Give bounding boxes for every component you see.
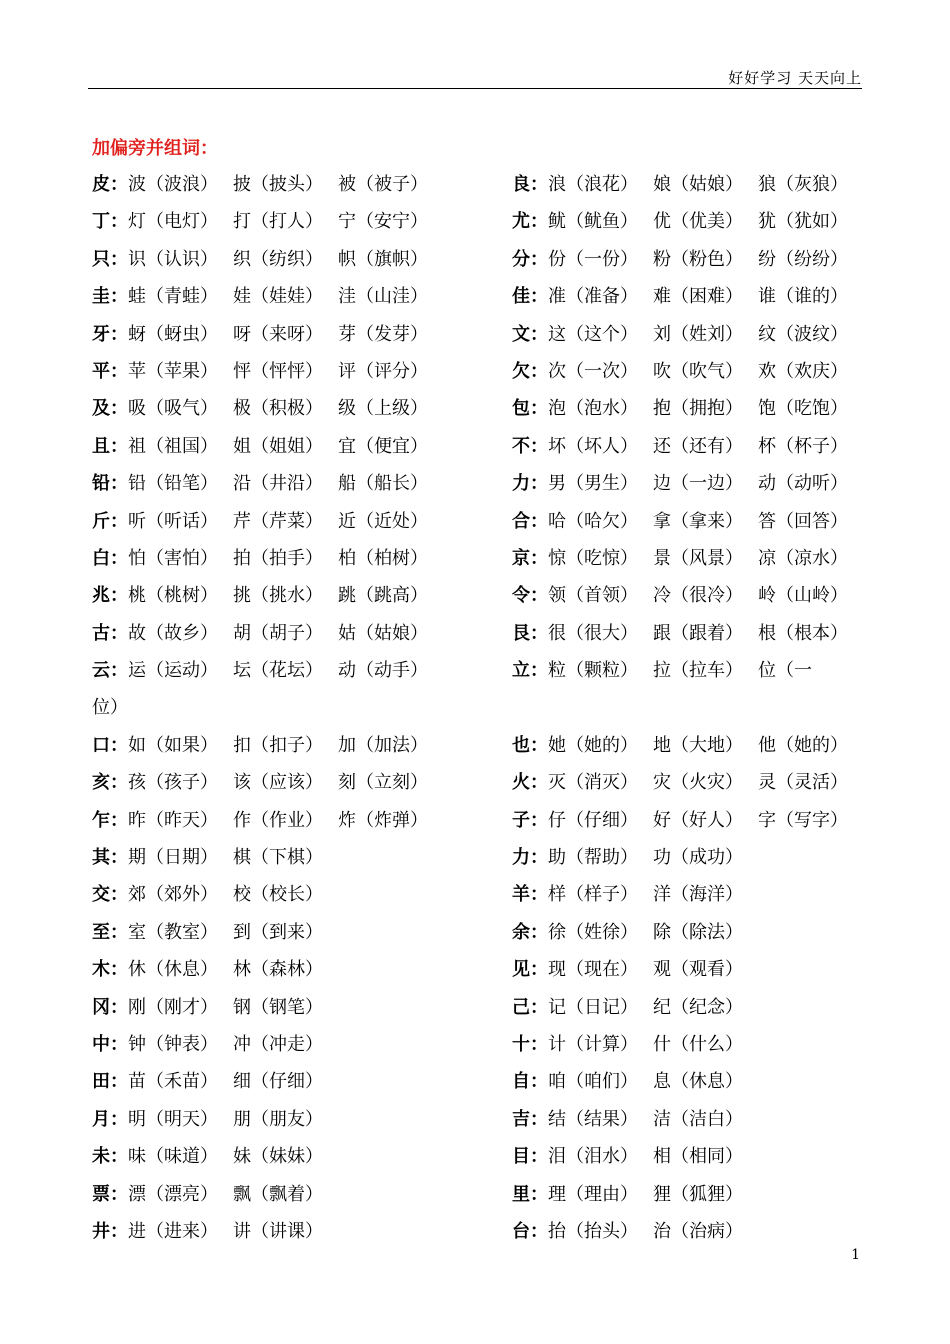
entry-row (92, 1026, 492, 1063)
word-pair: 助（帮助） (548, 847, 638, 869)
word-pair: 除（除法） (653, 921, 743, 943)
entry-row (92, 241, 492, 278)
entry-row (92, 1176, 492, 1213)
word-pair: 讲（讲课） (233, 1220, 323, 1242)
word-pair: 这（这个） (548, 323, 638, 345)
entry-row (512, 316, 862, 353)
radical-head: 艮： (512, 622, 548, 644)
radical-head: 古： (92, 622, 128, 644)
word-pair: 刻（立刻） (338, 772, 428, 794)
word-pair: 边（一边） (653, 473, 743, 495)
radical-head: 目： (512, 1146, 548, 1168)
word-pair: 饱（吃饱） (758, 398, 848, 420)
entry-row (512, 802, 862, 839)
entry-row (512, 390, 862, 427)
word-pair: 狼（灰狼） (758, 174, 848, 195)
radical-head: 火： (512, 772, 548, 794)
word-pair: 姑（姑娘） (338, 622, 428, 644)
entry-row (512, 914, 862, 951)
entry-row (512, 278, 862, 315)
word-pair: 芹（芹菜） (233, 510, 323, 532)
word-pair: 冲（冲走） (233, 1033, 323, 1055)
word-pair: 次（一次） (548, 360, 638, 382)
entry-row (92, 540, 492, 577)
word-pair: 校（校长） (233, 884, 323, 906)
radical-head: 余： (512, 921, 548, 943)
radical-head: 也： (512, 734, 548, 756)
entry-row (512, 727, 862, 764)
entry-row (512, 241, 862, 278)
word-pair: 狸（狐狸） (653, 1183, 743, 1205)
word-pair: 识（认识） (128, 248, 218, 270)
word-pair: 孩（孩子） (128, 772, 218, 794)
word-pair: 哈（哈欠） (548, 510, 638, 532)
radical-head: 及： (92, 398, 128, 420)
word-pair: 答（回答） (758, 510, 848, 532)
header-rule (88, 88, 862, 89)
word-pair: 波（波浪） (128, 174, 218, 195)
word-pair: 帜（旗帜） (338, 248, 428, 270)
word-pair: 坏（坏人） (548, 435, 638, 457)
word-pair: 娃（娃娃） (233, 286, 323, 308)
word-pair: 谁（谁的） (758, 286, 848, 308)
radical-head: 口： (92, 734, 128, 756)
word-pair: 铅（铅笔） (128, 473, 218, 495)
word-pair: 评（评分） (338, 360, 428, 382)
radical-head: 交： (92, 884, 128, 906)
word-pair: 柏（柏树） (338, 547, 428, 569)
radical-head: 圭： (92, 286, 128, 308)
word-pair: 室（教室） (128, 921, 218, 943)
word-pair: 洼（山洼） (338, 286, 428, 308)
word-pair: 惊（吃惊） (548, 547, 638, 569)
entry-row (512, 764, 862, 801)
radical-head: 令： (512, 585, 548, 607)
radical-head: 井： (92, 1220, 128, 1242)
word-pair: 故（故乡） (128, 622, 218, 644)
word-pair: 纹（波纹） (758, 323, 848, 345)
word-pair: 该（应该） (233, 772, 323, 794)
word-pair: 运（运动） (128, 660, 218, 682)
entry-row (92, 839, 492, 876)
word-pair: 相（相同） (653, 1146, 743, 1168)
radical-head: 立： (512, 660, 548, 682)
entry-row (92, 316, 492, 353)
word-pair: 细（仔细） (233, 1071, 323, 1093)
word-pair: 难（困难） (653, 286, 743, 308)
word-pair: 桃（桃树） (128, 585, 218, 607)
radical-head: 己： (512, 996, 548, 1018)
entry-row (92, 1213, 492, 1250)
word-pair: 朋（朋友） (233, 1108, 323, 1130)
radical-head: 台： (512, 1220, 548, 1242)
entry-row (512, 989, 862, 1026)
word-pair: 怕（害怕） (128, 547, 218, 569)
radical-head: 只： (92, 248, 128, 270)
radical-head: 月： (92, 1108, 128, 1130)
radical-head: 且： (92, 435, 128, 457)
word-pair: 昨（昨天） (128, 809, 218, 831)
word-pair: 如（如果） (128, 734, 218, 756)
word-pair: 很（很大） (548, 622, 638, 644)
word-pair: 芽（发芽） (338, 323, 428, 345)
word-pair: 他（她的） (758, 734, 848, 756)
radical-head: 牙： (92, 323, 128, 345)
word-pair: 字（写字） (758, 809, 848, 831)
word-pair: 杯（杯子） (758, 435, 848, 457)
word-pair: 妹（妹妹） (233, 1146, 323, 1168)
word-pair: 祖（祖国） (128, 435, 218, 457)
word-pair: 准（准备） (548, 286, 638, 308)
radical-head: 木： (92, 959, 128, 981)
entry-row (92, 802, 492, 839)
word-pair: 被（被子） (338, 174, 428, 195)
entry-row (92, 652, 492, 689)
word-pair: 怦（怦怦） (233, 360, 323, 382)
word-pair: 作（作业） (233, 809, 323, 831)
word-pair: 打（打人） (233, 211, 323, 233)
radical-head: 不： (512, 435, 548, 457)
word-pair: 记（日记） (548, 996, 638, 1018)
radical-head: 见： (512, 959, 548, 981)
radical-head: 包： (512, 398, 548, 420)
radical-head: 合： (512, 510, 548, 532)
left-column (92, 166, 492, 1250)
word-pair: 功（成功） (653, 847, 743, 869)
radical-head: 羊： (512, 884, 548, 906)
word-pair: 休（休息） (128, 959, 218, 981)
entry-row (512, 203, 862, 240)
word-pair: 息（休息） (653, 1071, 743, 1093)
word-pair: 泡（泡水） (548, 398, 638, 420)
word-pair: 蚜（蚜虫） (128, 323, 218, 345)
word-pair: 拍（拍手） (233, 547, 323, 569)
word-pair: 浪（浪花） (548, 174, 638, 195)
radical-head: 乍： (92, 809, 128, 831)
right-column (512, 166, 862, 1250)
word-pair: 动（动手） (338, 660, 428, 682)
word-pair: 跳（跳高） (338, 585, 428, 607)
word-pair: 徐（姓徐） (548, 921, 638, 943)
entry-row (512, 615, 862, 652)
entry-row (512, 652, 862, 689)
word-pair: 拉（拉车） (653, 660, 743, 682)
radical-head: 亥： (92, 772, 128, 794)
word-pair: 跟（跟着） (653, 622, 743, 644)
word-pair: 船（船长） (338, 473, 428, 495)
word-pair: 胡（胡子） (233, 622, 323, 644)
entry-row (92, 951, 492, 988)
word-pair: 凉（凉水） (758, 547, 848, 569)
word-pair: 听（听话） (128, 510, 218, 532)
word-pair: 粉（粉色） (653, 248, 743, 270)
word-pair: 还（还有） (653, 435, 743, 457)
entry-row (512, 951, 862, 988)
word-pair: 披（披头） (233, 174, 323, 195)
radical-head: 田： (92, 1071, 128, 1093)
word-pair: 坛（花坛） (233, 660, 323, 682)
entry-row (512, 465, 862, 502)
word-pair: 郊（郊外） (128, 884, 218, 906)
page-number: 1 (851, 1247, 860, 1263)
page-header-text: 好好学习 天天向上 (728, 69, 862, 87)
radical-head: 至： (92, 921, 128, 943)
entry-row (92, 914, 492, 951)
word-pair: 仔（仔细） (548, 809, 638, 831)
entry-row (512, 1026, 862, 1063)
word-pair: 好（好人） (653, 809, 743, 831)
word-pair: 沿（井沿） (233, 473, 323, 495)
radical-head: 分： (512, 248, 548, 270)
word-pair: 织（纺织） (233, 248, 323, 270)
radical-head: 佳： (512, 286, 548, 308)
entry-row (92, 1138, 492, 1175)
word-pair: 棋（下棋） (233, 847, 323, 869)
entry-row (512, 503, 862, 540)
radical-head: 力： (512, 473, 548, 495)
word-pair: 优（优美） (653, 211, 743, 233)
entry-row (512, 839, 862, 876)
word-pair: 领（首领） (548, 585, 638, 607)
word-pair: 欢（欢庆） (758, 360, 848, 382)
word-pair: 动（动听） (758, 473, 848, 495)
word-pair: 粒（颗粒） (548, 660, 638, 682)
word-pair: 犹（犹如） (758, 211, 848, 233)
radical-head: 里： (512, 1183, 548, 1205)
entry-row (92, 1063, 492, 1100)
word-pair: 钟（钟表） (128, 1033, 218, 1055)
word-pair: 极（积极） (233, 398, 323, 420)
word-pair: 刚（刚才） (128, 996, 218, 1018)
word-pair: 岭（山岭） (758, 585, 848, 607)
section-title: 加偏旁并组词： (92, 138, 218, 159)
word-pair: 理（理由） (548, 1183, 638, 1205)
radical-head: 票： (92, 1183, 128, 1205)
radical-head: 平： (92, 360, 128, 382)
word-pair: 现（现在） (548, 959, 638, 981)
word-pair: 计（计算） (548, 1033, 638, 1055)
word-pair: 治（治病） (653, 1220, 743, 1242)
word-pair: 鱿（鱿鱼） (548, 211, 638, 233)
word-pair: 灵（灵活） (758, 772, 848, 794)
word-pair: 样（样子） (548, 884, 638, 906)
word-pair: 进（进来） (128, 1220, 218, 1242)
word-pair: 级（上级） (338, 398, 428, 420)
word-pair: 加（加法） (338, 734, 428, 756)
entry-row (92, 764, 492, 801)
entry-row (512, 577, 862, 614)
word-pair: 呀（来呀） (233, 323, 323, 345)
radical-head: 兆： (92, 585, 128, 607)
radical-head: 良： (512, 174, 548, 195)
word-pair: 漂（漂亮） (128, 1183, 218, 1205)
radical-head: 丁： (92, 211, 128, 233)
radical-head: 子： (512, 809, 548, 831)
entry-row (92, 203, 492, 240)
word-pair: 景（风景） (653, 547, 743, 569)
radical-head: 京： (512, 547, 548, 569)
entry-row (512, 428, 862, 465)
word-pair: 林（森林） (233, 959, 323, 981)
word-pair: 娘（姑娘） (653, 174, 743, 195)
word-pair: 味（味道） (128, 1146, 218, 1168)
word-pair: 扣（扣子） (233, 734, 323, 756)
word-pair: 泪（泪水） (548, 1146, 638, 1168)
word-pair: 咱（咱们） (548, 1071, 638, 1093)
entry-row (512, 353, 862, 390)
radical-head: 力： (512, 847, 548, 869)
entry-row (92, 278, 492, 315)
entry-row (512, 876, 862, 913)
word-pair: 灯（电灯） (128, 211, 218, 233)
word-pair: 明（明天） (128, 1108, 218, 1130)
radical-head: 欠： (512, 360, 548, 382)
word-pair: 到（到来） (233, 921, 323, 943)
word-pair: 宜（便宜） (338, 435, 428, 457)
word-pair: 吸（吸气） (128, 398, 218, 420)
word-pair: 什（什么） (653, 1033, 743, 1055)
radical-head: 冈： (92, 996, 128, 1018)
row-spacer (512, 689, 862, 726)
word-pair: 苹（苹果） (128, 360, 218, 382)
radical-head: 斤： (92, 510, 128, 532)
entry-row (512, 1138, 862, 1175)
word-pair: 结（结果） (548, 1108, 638, 1130)
word-pair: 纷（纷纷） (758, 248, 848, 270)
word-pair: 根（根本） (758, 622, 848, 644)
word-pair: 炸（炸弹） (338, 809, 428, 831)
word-pair: 刘（姓刘） (653, 323, 743, 345)
entry-row (92, 1101, 492, 1138)
entry-row (92, 727, 492, 764)
entry-row (512, 1213, 862, 1250)
word-pair: 抬（抬头） (548, 1220, 638, 1242)
word-pair: 蛙（青蛙） (128, 286, 218, 308)
word-pair: 姐（姐姐） (233, 435, 323, 457)
word-pair: 期（日期） (128, 847, 218, 869)
entry-row (92, 428, 492, 465)
entry-row (92, 989, 492, 1026)
word-pair: 冷（很冷） (653, 585, 743, 607)
radical-head: 尤： (512, 211, 548, 233)
word-pair: 洋（海洋） (653, 884, 743, 906)
word-pair: 挑（挑水） (233, 585, 323, 607)
entry-row (92, 166, 492, 203)
word-pair: 纪（纪念） (653, 996, 743, 1018)
radical-head: 皮： (92, 174, 128, 195)
word-pair: 近（近处） (338, 510, 428, 532)
entry-row (512, 540, 862, 577)
radical-head: 吉： (512, 1108, 548, 1130)
word-pair: 地（大地） (653, 734, 743, 756)
word-pair: 宁（安宁） (338, 211, 428, 233)
radical-head: 文： (512, 323, 548, 345)
word-pair: 钢（钢笔） (233, 996, 323, 1018)
word-pair: 拿（拿来） (653, 510, 743, 532)
word-pair: 男（男生） (548, 473, 638, 495)
radical-head: 其： (92, 847, 128, 869)
entry-continuation: 位） (92, 697, 128, 719)
radical-head: 未： (92, 1146, 128, 1168)
entry-row (512, 1176, 862, 1213)
word-pair: 灭（消灭） (548, 772, 638, 794)
word-pair: 抱（拥抱） (653, 398, 743, 420)
word-pair: 灾（火灾） (653, 772, 743, 794)
entry-row (92, 876, 492, 913)
entry-row (92, 577, 492, 614)
radical-head: 白： (92, 547, 128, 569)
entry-row (512, 166, 862, 203)
word-pair: 位（一 (758, 660, 812, 682)
word-pair: 观（观看） (653, 959, 743, 981)
word-pair: 吹（吹气） (653, 360, 743, 382)
radical-head: 铅： (92, 473, 128, 495)
word-pair: 飘（飘着） (233, 1183, 323, 1205)
radical-head: 云： (92, 660, 128, 682)
radical-head: 十： (512, 1033, 548, 1055)
radical-head: 中： (92, 1033, 128, 1055)
entry-row (92, 503, 492, 540)
entry-row (512, 1101, 862, 1138)
entry-row (512, 1063, 862, 1100)
word-pair: 份（一份） (548, 248, 638, 270)
entry-row (92, 465, 492, 502)
word-pair: 她（她的） (548, 734, 638, 756)
word-pair: 洁（洁白） (653, 1108, 743, 1130)
entry-row (92, 353, 492, 390)
entry-row (92, 390, 492, 427)
word-pair: 苗（禾苗） (128, 1071, 218, 1093)
radical-head: 自： (512, 1071, 548, 1093)
entry-row (92, 615, 492, 652)
